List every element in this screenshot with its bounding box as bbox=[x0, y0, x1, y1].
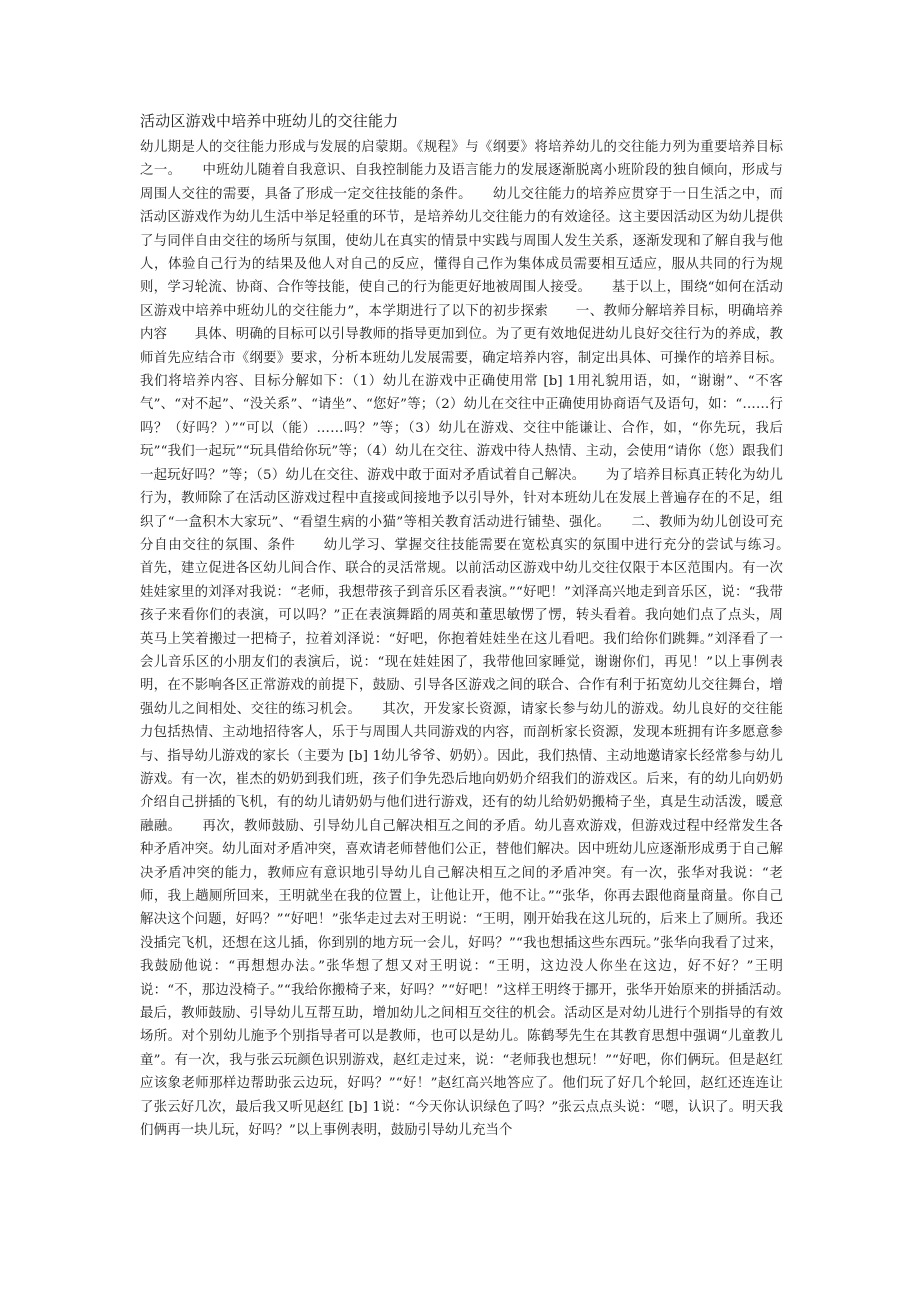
document-body: 幼儿期是人的交往能力形成与发展的启蒙期。《规程》与《纲要》将培养幼儿的交往能力列为重要培养目标之一。 中班幼儿随着自我意识、自我控制能力及语言能力的发展逐渐脱离小班阶段的独自倾向，形成与周围人交往的需要，具备了形成一定交往技能的条件。 幼儿交往能力的培养应贯穿于一日生活之中，而活动区游戏作为幼儿生活中举足轻重的环节，是培养幼儿交往能力的有效途径。这主要因活动区为幼儿提供了与同伴自由交往的场所与氛围，使幼儿在真实的情景中实践与周围人发生关系，逐渐发现和了解自我与他人，体验自己行为的结果及他人对自己的反应，懂得自己作为集体成员需要相互适应，服从共同的行为规则，学习轮流、协商、合作等技能，使自己的行为能更好地被周围人接受。 基于以上，围绕“如何在活动区游戏中培养中班幼儿的交往能力”，本学期进行了以下的初步探索 一、教师分解培养目标，明确培养内容 具体、明确的目标可以引导教师的指导更加到位。为了更有效地促进幼儿良好交往行为的养成，教师首先应结合市《纲要》要求，分析本班幼儿发展需要，确定培养内容，制定出具体、可操作的培养目标。我们将培养内容、目标分解如下：（1）幼儿在游戏中正确使用常 [b] 1用礼貌用语，如，“谢谢”、“不客气”、“对不起”、“没关系”、“请坐”、“您好”等；（2）幼儿在交往中正确使用协商语气及语句，如：“……行吗？（好吗？）”“可以（能）……吗？”等；（3）幼儿在游戏、交往中能谦让、合作，如，“你先玩，我后玩”“我们一起玩”“玩具借给你玩”等；（4）幼儿在交往、游戏中待人热情、主动，会使用“请你（您）跟我们一起玩好吗？”等；（5）幼儿在交往、游戏中敢于面对矛盾试着自己解决。 为了培养目标真正转化为幼儿行为，教师除了在活动区游戏过程中直接或间接地予以引导外，针对本班幼儿在发展上普遍存在的不足，组织了“一盒积木大家玩”、“看望生病的小猫”等相关教育活动进行铺垫、强化。 二、教师为幼儿创设可充分自由交往的氛围、条件 幼儿学习、掌握交往技能需要在宽松真实的氛围中进行充分的尝试与练习。 首先，建立促进各区幼儿间合作、联合的灵活常规。以前活动区游戏中幼儿交往仅限于本区范围内。有一次娃娃家里的刘泽对我说：“老师，我想带孩子到音乐区看表演。”“好吧！”刘泽高兴地走到音乐区，说：“我带孩子来看你们的表演，可以吗？”正在表演舞蹈的周英和董思敏愣了愣，转头看着。我向她们点了点头，周英马上笑着搬过一把椅子，拉着刘泽说：“好吧，你抱着娃娃坐在这儿看吧。我们给你们跳舞。”刘泽看了一会儿音乐区的小朋友们的表演后，说：“现在娃娃困了，我带他回家睡觉，谢谢你们，再见！”以上事例表明，在不影响各区正常游戏的前提下，鼓励、引导各区游戏之间的联合、合作有利于拓宽幼儿交往舞台，增强幼儿之间相处、交往的练习机会。 其次，开发家长资源，请家长参与幼儿的游戏。幼儿良好的交往能力包括热情、主动地招待客人，乐于与周围人共同游戏的内容，而剖析家长资源，发现本班拥有许多愿意参与、指导幼儿游戏的家长（主要为 [b] 1幼儿爷爷、奶奶）。因此，我们热情、主动地邀请家长经常参与幼儿游戏。有一次，崔杰的奶奶到我们班，孩子们争先恐后地向奶奶介绍我们的游戏区。后来，有的幼儿向奶奶介绍自己拼插的飞机，有的幼儿请奶奶与他们进行游戏，还有的幼儿给奶奶搬椅子坐，真是生动活泼，暖意融融。 再次，教师鼓励、引导幼儿自己解决相互之间的矛盾。幼儿喜欢游戏，但游戏过程中经常发生各种矛盾冲突。幼儿面对矛盾冲突，喜欢请老师替他们公正，替他们解决。因中班幼儿应逐渐形成勇于自己解决矛盾冲突的能力，教师应有意识地引导幼儿自己解决相互之间的矛盾冲突。有一次，张华对我说：“老师，我上趟厕所回来，王明就坐在我的位置上，让他让开，他不让。”“张华，你再去跟他商量商量。你自己解决这个问题，好吗？”“好吧！”张华走过去对王明说：“王明，刚开始我在这儿玩的，后来上了厕所。我还没插完飞机，还想在这儿插，你到别的地方玩一会儿，好吗？”“我也想插这些东西玩。”张华向我看了过来，我鼓励他说：“再想想办法。”张华想了想又对王明说：“王明，这边没人你坐在这边，好不好？”王明说：“不，那边没椅子。”“我给你搬椅子来，好吗？”“好吧！”这样王明终于挪开，张华开始原来的拼插活动。 最后，教师鼓励、引导幼儿互帮互助，增加幼儿之间相互交往的机会。活动区是对幼儿进行个别指导的有效场所。对个别幼儿施予个别指导者可以是教师，也可以是幼儿。陈鹤琴先生在其教育思想中强调“儿童教儿童”。有一次，我与张云玩颜色识别游戏，赵红走过来，说：“老师我也想玩！”“好吧，你们俩玩。但是赵红应该象老师那样边帮助张云边玩，好吗？”“好！”赵红高兴地答应了。他们玩了好几个轮回，赵红还连连让了张云好几次，最后我又听见赵红 [b] 1说：“今天你认识绿色了吗？”张云点点头说：“嗯，认识了。明天我们俩再一块儿玩，好吗？”以上事例表明，鼓励引导幼儿充当个 bbox=[140, 140, 811, 1139]
document-title: 活动区游戏中培养中班幼儿的交往能力 bbox=[140, 112, 399, 130]
document-page bbox=[140, 108, 811, 1142]
